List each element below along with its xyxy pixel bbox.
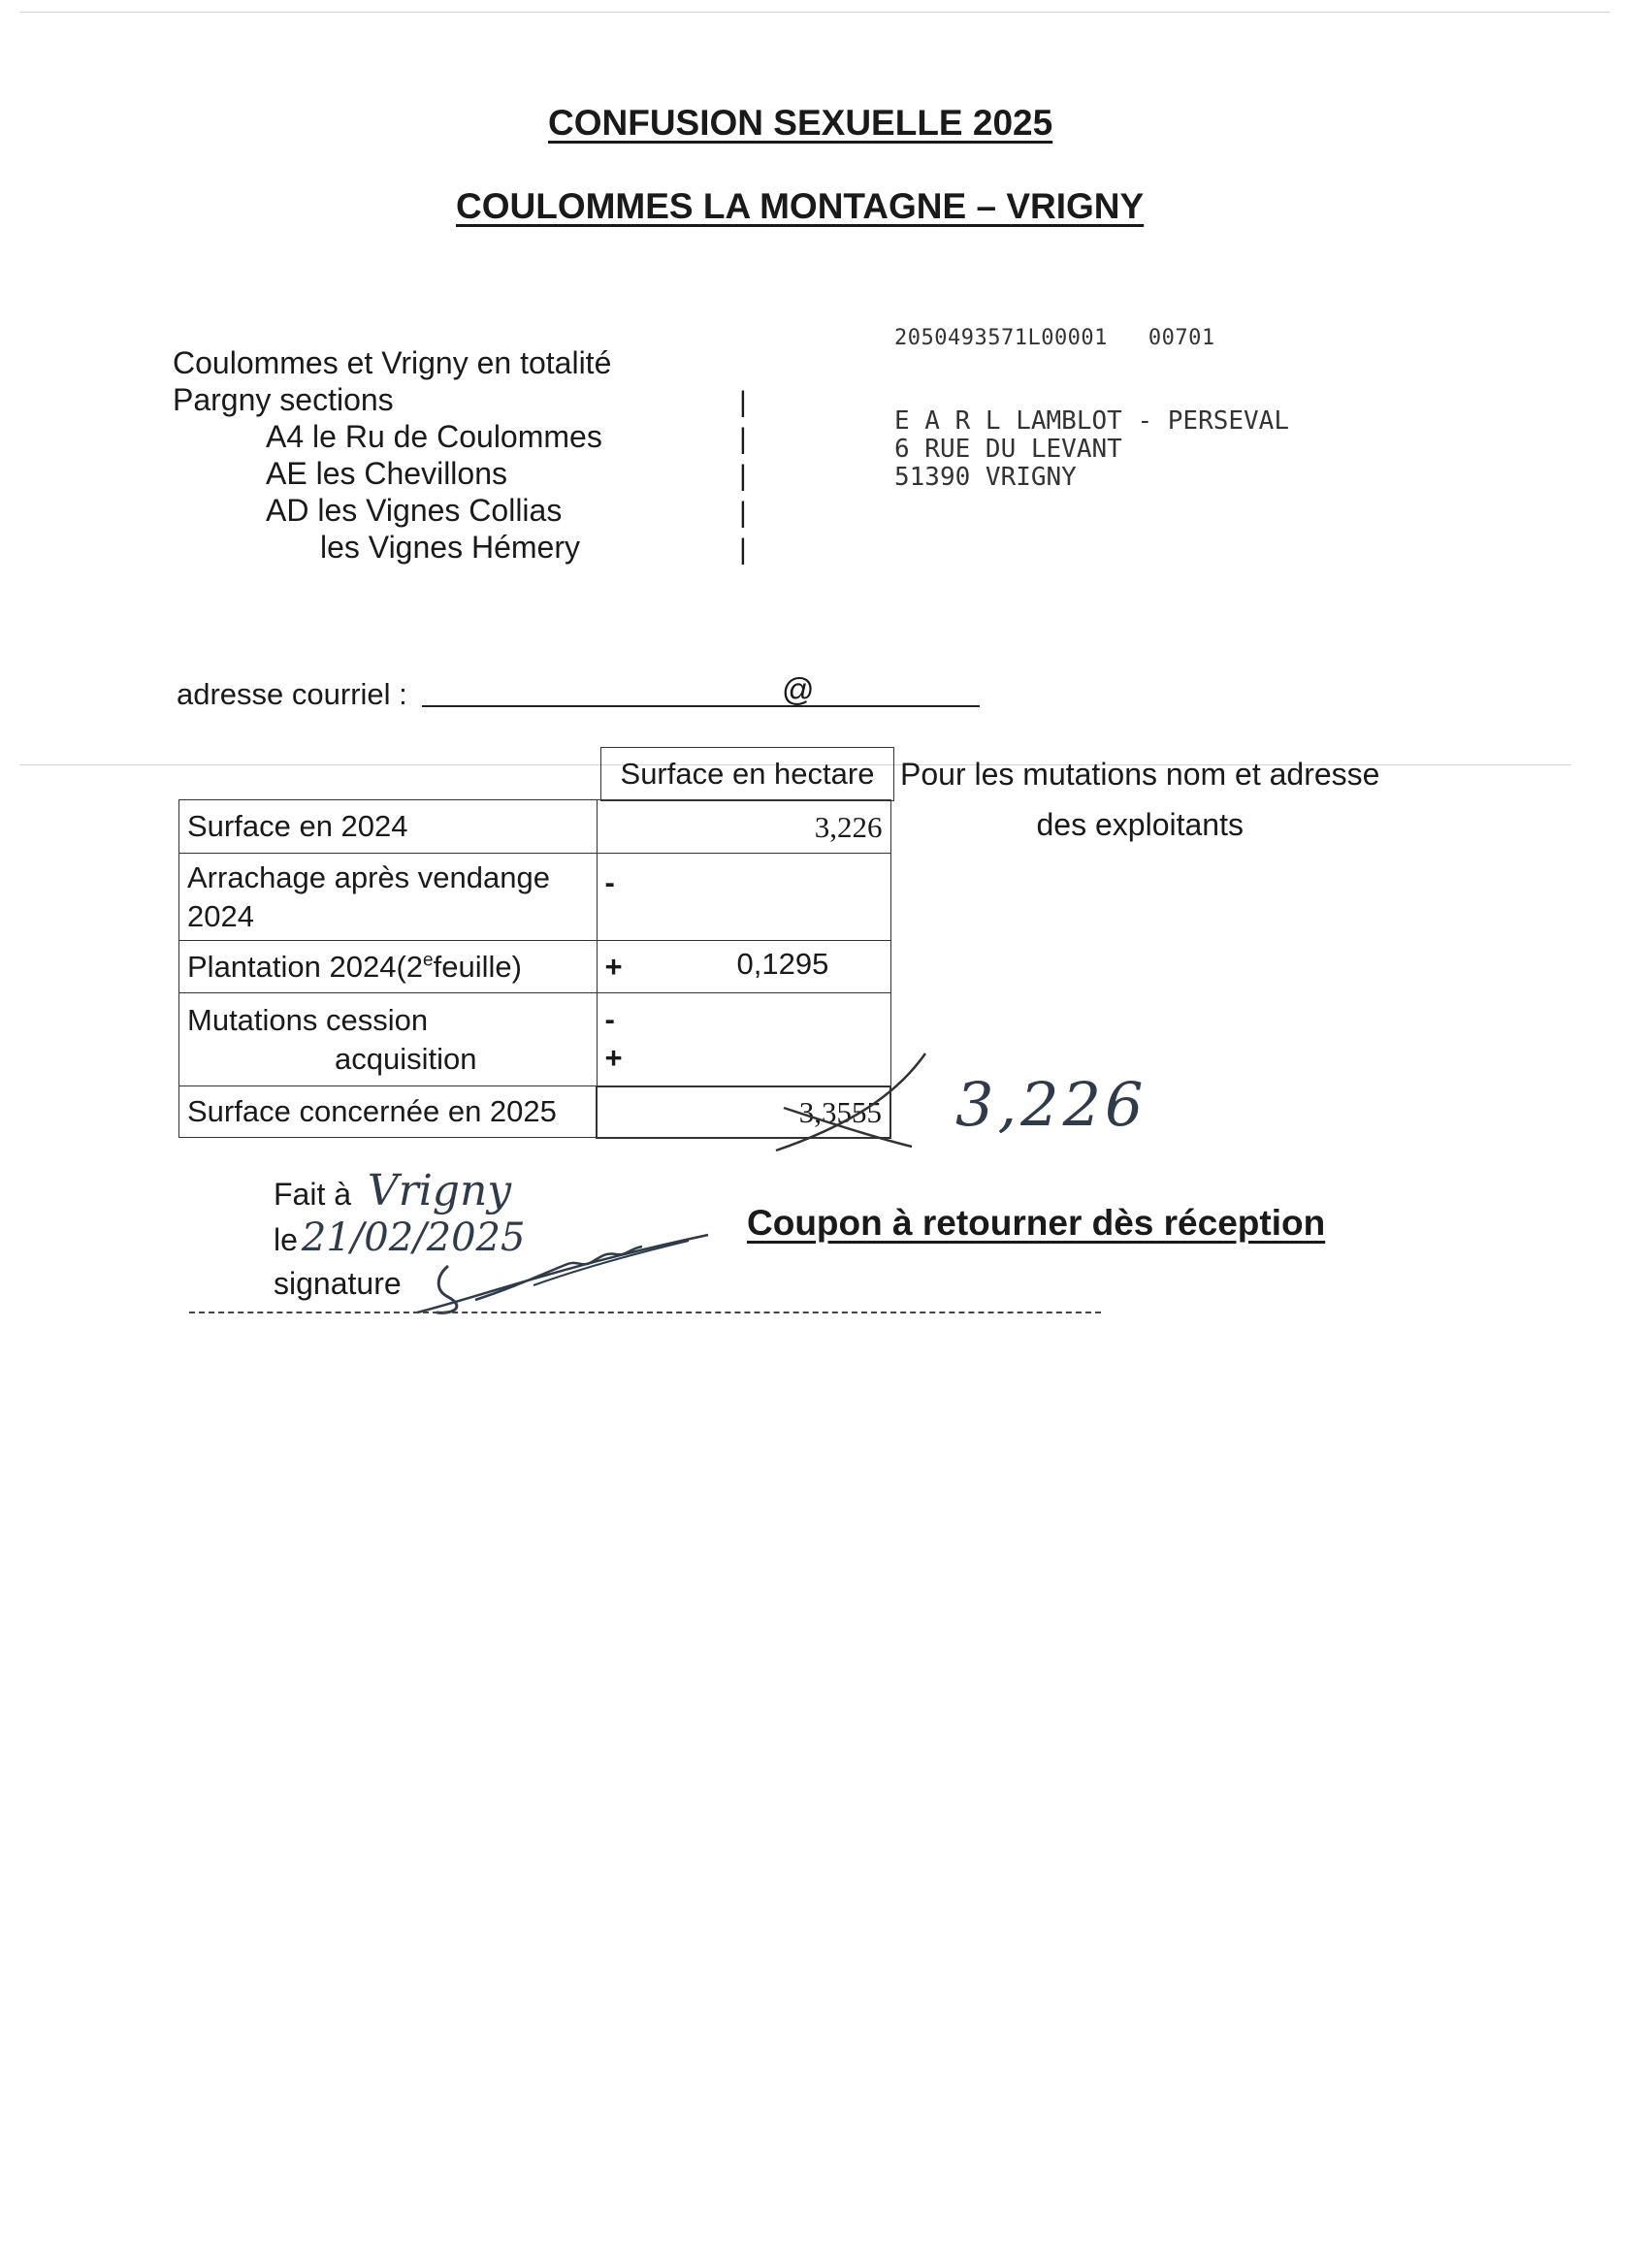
separator-bar: | xyxy=(739,497,747,529)
row-value: 0,1295 xyxy=(736,947,829,981)
plus-sign: + xyxy=(604,1041,623,1076)
mutation-note-line: des exploitants xyxy=(1036,807,1244,842)
coupon-notice: Coupon à retourner dès réception xyxy=(747,1203,1326,1243)
recipient-name: E A R L LAMBLOT - PERSEVAL xyxy=(894,406,1289,436)
surface-table-header xyxy=(600,747,894,801)
plus-sign: + xyxy=(604,949,623,984)
recipient-address xyxy=(894,407,1289,492)
row-label xyxy=(179,941,598,993)
zone-separator xyxy=(739,384,747,568)
mutation-note xyxy=(900,749,1379,850)
page-title: CONFUSION SEXUELLE 2025 xyxy=(548,103,1053,143)
strike-through-mark xyxy=(757,1048,941,1154)
table-row xyxy=(179,800,891,854)
zone-section: les Vignes Hémery xyxy=(320,530,580,565)
zone-description xyxy=(173,344,611,566)
separator-bar: | xyxy=(739,534,747,566)
row-label-text: feuille) xyxy=(433,949,522,984)
zone-section: A4 le Ru de Coulommes xyxy=(266,419,602,454)
row-label: Surface concernée en 2025 xyxy=(179,1086,598,1138)
row-label-text: Mutations cession xyxy=(187,1002,429,1037)
row-label: Arrachage après vendange 2024 xyxy=(179,854,598,941)
recipient-street: 6 RUE DU LEVANT xyxy=(894,435,1122,464)
signature-label: signature xyxy=(274,1266,402,1301)
zone-line: Pargny sections xyxy=(173,382,394,417)
minus-sign: - xyxy=(604,865,615,899)
separator-bar: | xyxy=(739,423,747,455)
table-row xyxy=(179,941,891,993)
table-row xyxy=(179,854,891,941)
date-handwritten: 21/02/2025 xyxy=(301,1215,526,1260)
reference-line xyxy=(894,326,1215,350)
zone-section: AD les Vignes Collias xyxy=(266,493,563,528)
email-field[interactable] xyxy=(422,705,980,707)
row-label: Surface en 2024 xyxy=(179,800,598,854)
row-value-cell xyxy=(597,941,890,993)
row-label-text: Plantation 2024(2 xyxy=(187,949,424,984)
fait-label: Fait à xyxy=(274,1177,352,1212)
row-label xyxy=(179,993,598,1086)
reference-number: 2050493571L00001 xyxy=(894,326,1108,350)
recipient-city: 51390 VRIGNY xyxy=(894,463,1077,492)
row-value-cell xyxy=(597,854,890,941)
zone-line: Coulommes et Vrigny en totalité xyxy=(173,345,612,380)
separator-bar: | xyxy=(739,386,747,418)
reference-code: 00701 xyxy=(1148,326,1215,350)
page-subtitle: COULOMMES LA MONTAGNE – VRIGNY xyxy=(456,186,1145,226)
fait-place: Vrigny xyxy=(367,1166,512,1215)
row-value-cell xyxy=(597,800,890,854)
row-value: 3,226 xyxy=(814,810,883,844)
cut-line xyxy=(189,1312,1101,1313)
signature-scribble xyxy=(398,1217,718,1319)
row-label-sup: e xyxy=(423,950,434,971)
minus-sign: - xyxy=(604,1002,615,1037)
email-label: adresse courriel : xyxy=(177,677,407,711)
email-at-sign: @ xyxy=(782,671,815,707)
fait-line xyxy=(274,1166,525,1216)
printed-value: 3,3555 xyxy=(798,1094,882,1129)
separator-bar: | xyxy=(739,460,747,492)
handwritten-total: 3,226 xyxy=(955,1069,1148,1140)
row-label-text: acquisition xyxy=(335,1041,477,1076)
mutation-note-line: Pour les mutations nom et adresse xyxy=(900,757,1380,792)
le-label: le xyxy=(274,1222,298,1257)
column-header: Surface en hectare xyxy=(601,748,894,801)
scan-line xyxy=(19,12,1610,13)
zone-section: AE les Chevillons xyxy=(266,456,507,491)
